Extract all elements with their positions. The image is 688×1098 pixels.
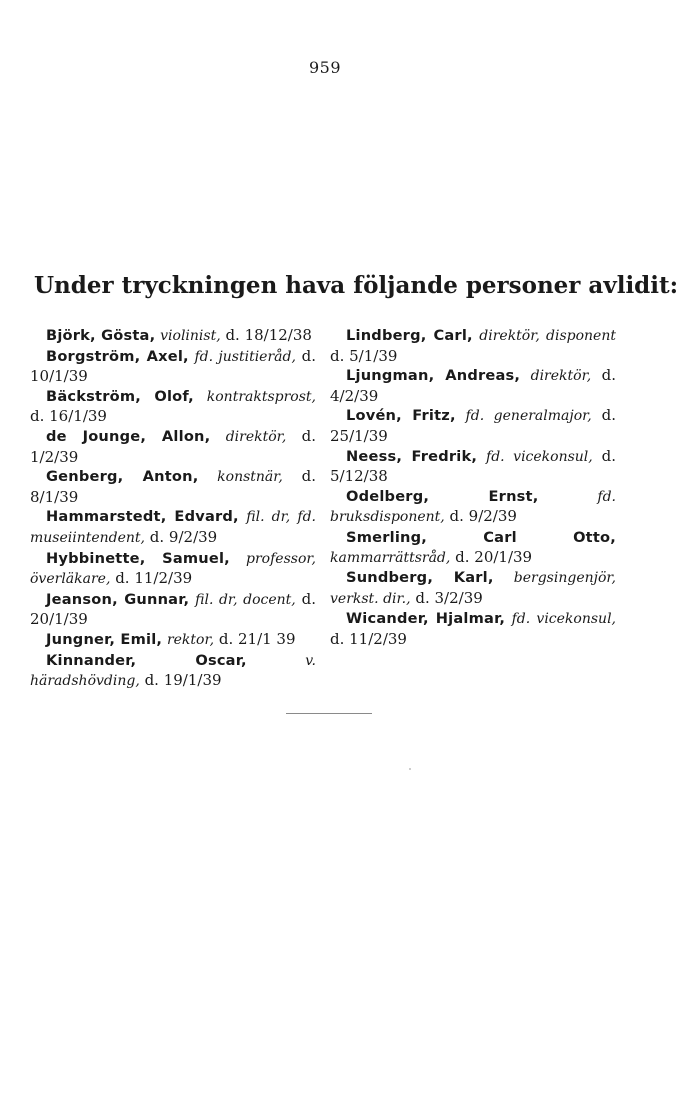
- person-name: Ljungman, Andreas,: [346, 367, 521, 385]
- death-date: d. 9/2/39: [149, 527, 218, 546]
- obituary-entry: [30, 326, 316, 347]
- page-number: 959: [308, 58, 342, 77]
- death-date: d. 11/2/39: [330, 629, 407, 648]
- person-title: kontraktsprost,: [206, 388, 316, 405]
- page-heading: Under tryckningen hava följande personer avlidit:: [34, 272, 679, 299]
- print-speck: [409, 768, 411, 770]
- obituary-entry: [30, 507, 316, 548]
- obituary-entry: [30, 590, 316, 630]
- person-name: Hammarstedt, Edvard,: [46, 508, 239, 526]
- obituary-entry: [30, 549, 316, 590]
- obituary-entry: [330, 366, 616, 406]
- person-title: fd. vicekonsul,: [511, 611, 616, 628]
- person-name: Björk, Gösta,: [46, 327, 156, 344]
- death-date: d. 8/1/39: [30, 467, 316, 506]
- person-name: Jungner, Emil,: [46, 630, 163, 648]
- death-date: d. 16/1/39: [30, 407, 107, 426]
- death-date: d. 11/2/39: [115, 569, 193, 588]
- person-name: Lovén, Fritz,: [346, 407, 456, 425]
- obituary-entry: [330, 568, 616, 609]
- obituary-entry: [330, 609, 616, 649]
- death-date: d. 25/1/39: [330, 406, 616, 445]
- person-title: rektor,: [166, 631, 215, 648]
- death-date: d. 20/1/39: [30, 589, 316, 629]
- person-title: konstnär,: [217, 469, 283, 486]
- person-title: direktör,: [530, 368, 592, 385]
- obituary-entry: [330, 326, 616, 366]
- death-date: d. 19/1/39: [144, 671, 222, 690]
- right-column: [330, 326, 616, 650]
- person-title: bergsingenjör, verkst. dir.,: [330, 570, 616, 607]
- death-date: d. 21/1 39: [218, 629, 296, 648]
- obituary-entry: [330, 447, 616, 487]
- obituary-entry: [30, 387, 316, 427]
- person-name: Lindberg, Carl,: [346, 327, 473, 344]
- person-name: Odelberg, Ernst,: [346, 487, 539, 505]
- person-name: Sundberg, Karl,: [346, 569, 494, 587]
- obituary-entry: [330, 406, 616, 446]
- death-date: d. 5/1/39: [330, 346, 398, 365]
- person-title: fil. dr, docent,: [195, 591, 296, 608]
- person-title: direktör, disponent: [479, 328, 616, 344]
- person-title: kammarrättsråd,: [330, 549, 451, 566]
- person-title: fd. justitieråd,: [194, 348, 296, 365]
- obituary-entry: [30, 347, 316, 387]
- death-date: d. 3/2/39: [415, 588, 483, 607]
- person-title: fd. bruksdisponent,: [330, 488, 616, 526]
- person-title: fd. vicekonsul,: [486, 448, 593, 465]
- person-title: fd. generalmajor,: [465, 408, 592, 425]
- person-title: v. häradshövding,: [30, 652, 316, 690]
- person-name: Genberg, Anton,: [46, 468, 199, 486]
- death-date: d. 10/1/39: [30, 346, 316, 386]
- person-name: Jeanson, Gunnar,: [46, 590, 190, 608]
- person-name: Hybbinette, Samuel,: [46, 549, 230, 567]
- obituary-entry: [330, 528, 616, 568]
- section-divider: [286, 713, 372, 714]
- person-name: Neess, Fredrik,: [346, 447, 478, 465]
- death-date: d. 18/12/38: [225, 326, 312, 344]
- person-title: direktör,: [225, 428, 287, 445]
- death-date: d. 5/12/38: [330, 446, 616, 486]
- death-date: d. 4/2/39: [330, 366, 616, 405]
- obituary-entry: [30, 630, 316, 651]
- person-name: Wicander, Hjalmar,: [346, 610, 506, 628]
- obituary-entry: [30, 651, 316, 692]
- person-title: fil. dr, fd. museiintendent,: [30, 509, 316, 546]
- obituary-entry: [30, 427, 316, 467]
- person-name: Kinnander, Oscar,: [46, 651, 247, 669]
- death-date: d. 9/2/39: [449, 507, 517, 526]
- person-title: violinist,: [160, 328, 221, 344]
- person-name: de Jounge, Allon,: [46, 427, 211, 445]
- obituary-entry: [30, 467, 316, 507]
- death-date: d. 20/1/39: [455, 547, 533, 566]
- person-title: professor, överläkare,: [30, 550, 316, 588]
- person-name: Borgström, Axel,: [46, 347, 189, 365]
- person-name: Smerling, Carl Otto,: [346, 528, 616, 546]
- death-date: d. 1/2/39: [30, 426, 316, 466]
- left-column: [30, 326, 316, 692]
- person-name: Bäckström, Olof,: [46, 387, 194, 405]
- obituary-entry: [330, 487, 616, 528]
